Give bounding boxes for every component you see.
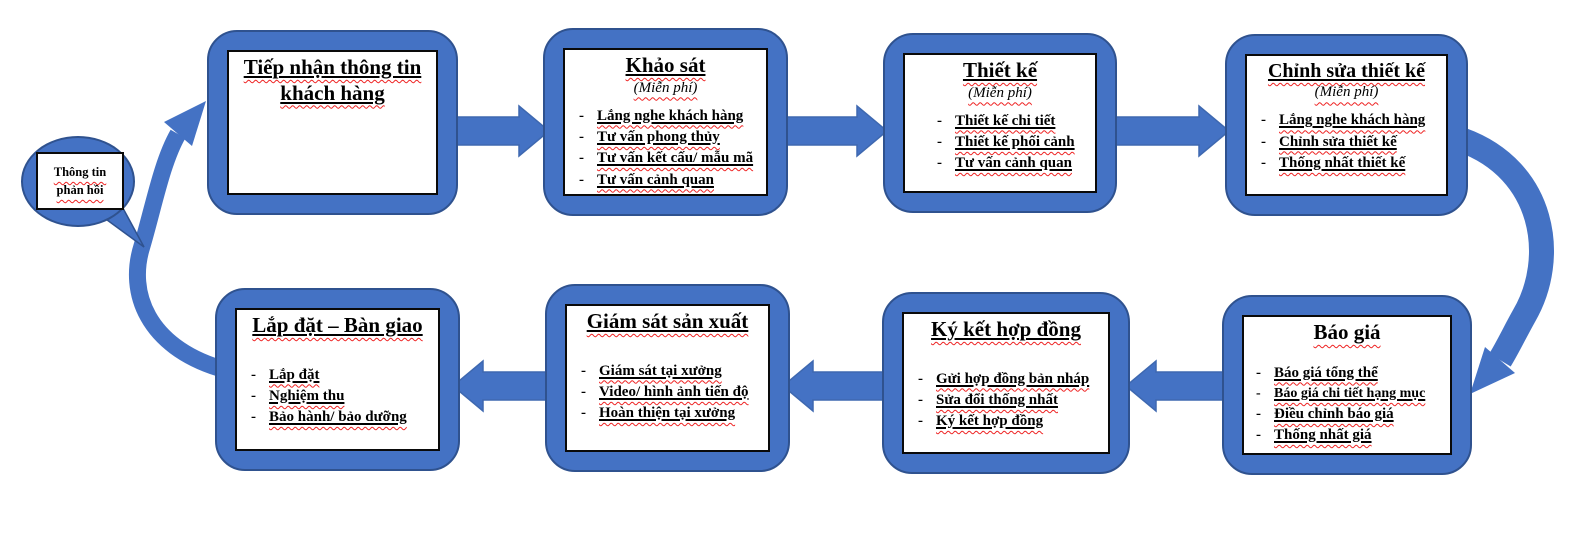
list-item: - Báo giá tổng thể — [1256, 363, 1444, 384]
bullet-dash: - — [937, 133, 942, 150]
process-box-inner — [902, 312, 1110, 454]
list-item: - Tư vấn phong thủy — [579, 127, 760, 148]
process-box-giam-sat-san-xuat — [545, 284, 790, 472]
box-items — [243, 365, 432, 429]
bullet-dash: - — [1261, 112, 1266, 129]
list-item: - Tư vấn cảnh quan — [937, 153, 1089, 174]
list-item: - Bảo hành/ bảo dưỡng — [251, 407, 432, 428]
bullet-dash: - — [579, 171, 584, 188]
list-item: - Thiết kế phối cảnh — [937, 132, 1089, 153]
box-items — [1250, 363, 1444, 447]
bullet-dash: - — [579, 150, 584, 167]
bullet-dash: - — [937, 155, 942, 172]
process-box-bao-gia — [1222, 295, 1472, 475]
list-item: - Hoàn thiện tại xưởng — [581, 403, 762, 424]
box-subtitle: (Miễn phí) — [633, 79, 698, 96]
bullet-dash: - — [1256, 427, 1261, 444]
curved-arrow-right-icon — [1462, 140, 1541, 360]
feedback-label: Thông tin phản hồi — [53, 164, 107, 197]
arrow-step5-step6-icon — [1126, 361, 1226, 411]
list-item: - Video/ hình ảnh tiến độ — [581, 382, 762, 403]
bullet-dash: - — [579, 128, 584, 145]
arrow-step7-step8-icon — [453, 361, 549, 411]
bullet-dash: - — [251, 387, 256, 404]
bullet-dash: - — [581, 405, 586, 422]
bullet-dash: - — [937, 112, 942, 129]
process-box-khao-sat — [543, 28, 788, 216]
arrow-step1-step2-icon — [454, 106, 549, 156]
box-items — [571, 106, 760, 191]
list-item: - Thiết kế chi tiết — [937, 111, 1089, 132]
process-box-inner — [235, 308, 440, 451]
process-box-inner — [1245, 54, 1448, 196]
list-item: - Thống nhất thiết kế — [1261, 153, 1440, 174]
box-title: Tiếp nhận thông tin khách hàng — [243, 55, 422, 105]
list-item: - Thống nhất giá — [1256, 425, 1444, 446]
process-box-ky-ket-hop-dong — [882, 292, 1130, 474]
list-item: - Lắp đặt — [251, 365, 432, 386]
process-box-inner — [903, 53, 1097, 193]
box-title: Ký kết hợp đồng — [931, 317, 1081, 341]
bullet-dash: - — [918, 370, 923, 387]
box-items — [910, 369, 1102, 433]
list-item: - Chỉnh sửa thiết kế — [1261, 132, 1440, 153]
bullet-dash: - — [1261, 133, 1266, 150]
process-box-lap-dat-ban-giao — [215, 288, 460, 471]
box-items — [1253, 110, 1440, 174]
list-item: - Sửa đổi thống nhất — [918, 390, 1102, 411]
list-item: - Lắng nghe khách hàng — [579, 106, 760, 127]
list-item: - Gửi hợp đồng bản nháp — [918, 369, 1102, 390]
list-item: - Ký kết hợp đồng — [918, 411, 1102, 432]
box-title: Giám sát sản xuất — [586, 309, 749, 333]
list-item: - Điều chỉnh báo giá — [1256, 404, 1444, 425]
arrow-step2-step3-icon — [782, 106, 887, 156]
process-box-thiet-ke — [883, 33, 1117, 213]
box-items — [573, 361, 762, 425]
list-item: - Tư vấn cảnh quan — [579, 170, 760, 191]
bullet-dash: - — [1256, 405, 1261, 422]
process-box-inner — [1242, 315, 1452, 455]
process-box-inner — [565, 304, 770, 452]
bullet-dash: - — [1261, 154, 1266, 171]
box-title: Thiết kế — [962, 58, 1038, 82]
box-subtitle: (Miễn phí) — [968, 84, 1032, 101]
list-item: - Báo giá chi tiết hạng mục — [1256, 384, 1444, 404]
list-item: - Giám sát tại xưởng — [581, 361, 762, 382]
process-box-inner — [227, 50, 438, 195]
box-subtitle: (Miễn phí) — [1314, 84, 1379, 101]
arrow-step3-step4-icon — [1113, 106, 1229, 156]
bullet-dash: - — [251, 366, 256, 383]
box-title: Báo giá — [1313, 320, 1381, 344]
list-item: - Nghiệm thu — [251, 386, 432, 407]
box-title: Khảo sát — [625, 53, 706, 77]
process-box-tiep-nhan — [207, 30, 458, 215]
bullet-dash: - — [918, 413, 923, 430]
process-box-inner — [563, 48, 768, 196]
bullet-dash: - — [579, 107, 584, 124]
bullet-dash: - — [1256, 385, 1261, 401]
bullet-dash: - — [581, 362, 586, 379]
box-title: Chỉnh sửa thiết kế — [1267, 60, 1426, 82]
box-title: Lắp đặt – Bàn giao — [252, 313, 423, 337]
box-items — [911, 111, 1089, 175]
bullet-dash: - — [581, 383, 586, 400]
list-item: - Lắng nghe khách hàng — [1261, 110, 1440, 131]
list-item: - Tư vấn kết cấu/ mẫu mã — [579, 148, 760, 169]
process-box-chinh-sua-thiet-ke — [1225, 34, 1468, 216]
bullet-dash: - — [918, 391, 923, 408]
feedback-label-box — [36, 152, 124, 210]
bullet-dash: - — [1256, 364, 1261, 381]
arrow-step6-step7-icon — [783, 361, 886, 411]
bullet-dash: - — [251, 409, 256, 426]
